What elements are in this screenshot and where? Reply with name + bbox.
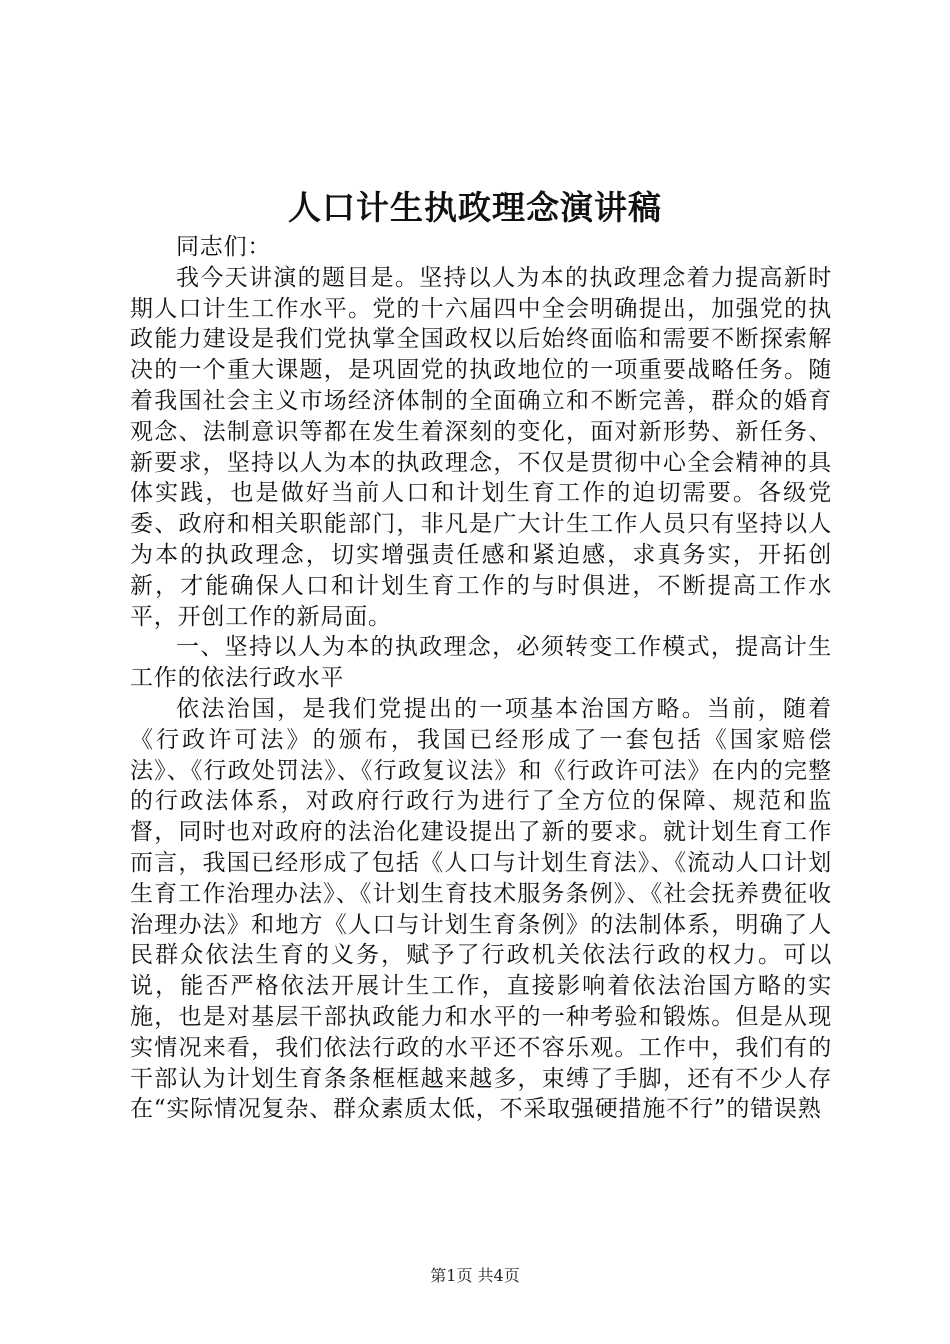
page-footer bbox=[0, 1266, 950, 1286]
paragraph-intro: 我今天讲演的题目是。坚持以人为本的执政理念着力提高新时期人口计生工作水平。党的十六届四中全会明确提出，加强党的执政能力建设是我们党执掌全国政权以后始终面临和需要不断探索解决的一个重大课题，是巩固党的执政地位的一项重要战略任务。随着我国社会主义市场经济体制的全面确立和不断完善，群众的婚育观念、法制意识等都在发生着深刻的变化，面对新形势、新任务、新要求，坚持以人为本的执政理念，不仅是贯彻中心全会精神的具体实践，也是做好当前人口和计划生育工作的迫切需要。各级党委、政府和相关职能部门，非凡是广大计生工作人员只有坚持以人为本的执政理念，切实增强责任感和紧迫感，求真务实，开拓创新，才能确保人口和计划生育工作的与时俱进，不断提高工作水平，开创工作的新局面。 bbox=[130, 264, 832, 630]
page-number: 第1页 共4页 bbox=[430, 1266, 520, 1285]
section-heading-1: 一、坚持以人为本的执政理念，必须转变工作模式，提高计生工作的依法行政水平 bbox=[130, 634, 832, 692]
document-body bbox=[130, 232, 832, 1125]
paragraph-rule-of-law: 依法治国，是我们党提出的一项基本治国方略。当前，随着《行政许可法》的颁布，我国已经形成了一套包括《国家赔偿法》、《行政处罚法》、《行政复议法》和《行政许可法》在内的完整的行政法体系，对政府行政行为进行了全方位的保障、规范和监督，同时也对政府的法治化建设提出了新的要求。就计划生育工作而言，我国已经形成了包括《人口与计划生育法》、《流动人口计划生育工作治理办法》、《计划生育技术服务条例》、《社会抚养费征收治理办法》和地方《人口与计划生育条例》的法制体系，明确了人民群众依法生育的义务，赋予了行政机关依法行政的权力。可以说，能否严格依法开展计生工作，直接影响着依法治国方略的实施，也是对基层干部执政能力和水平的一种考验和锻炼。但是从现实情况来看，我们依法行政的水平还不容乐观。工作中，我们有的干部认为计划生育条条框框越来越多，束缚了手脚，还有不少人存在“实际情况复杂、群众素质太低，不采取强硬措施不行”的错误熟 bbox=[130, 695, 832, 1123]
greeting: 同志们： bbox=[176, 234, 272, 260]
document-title: 人口计生执政理念演讲稿 bbox=[288, 188, 662, 227]
